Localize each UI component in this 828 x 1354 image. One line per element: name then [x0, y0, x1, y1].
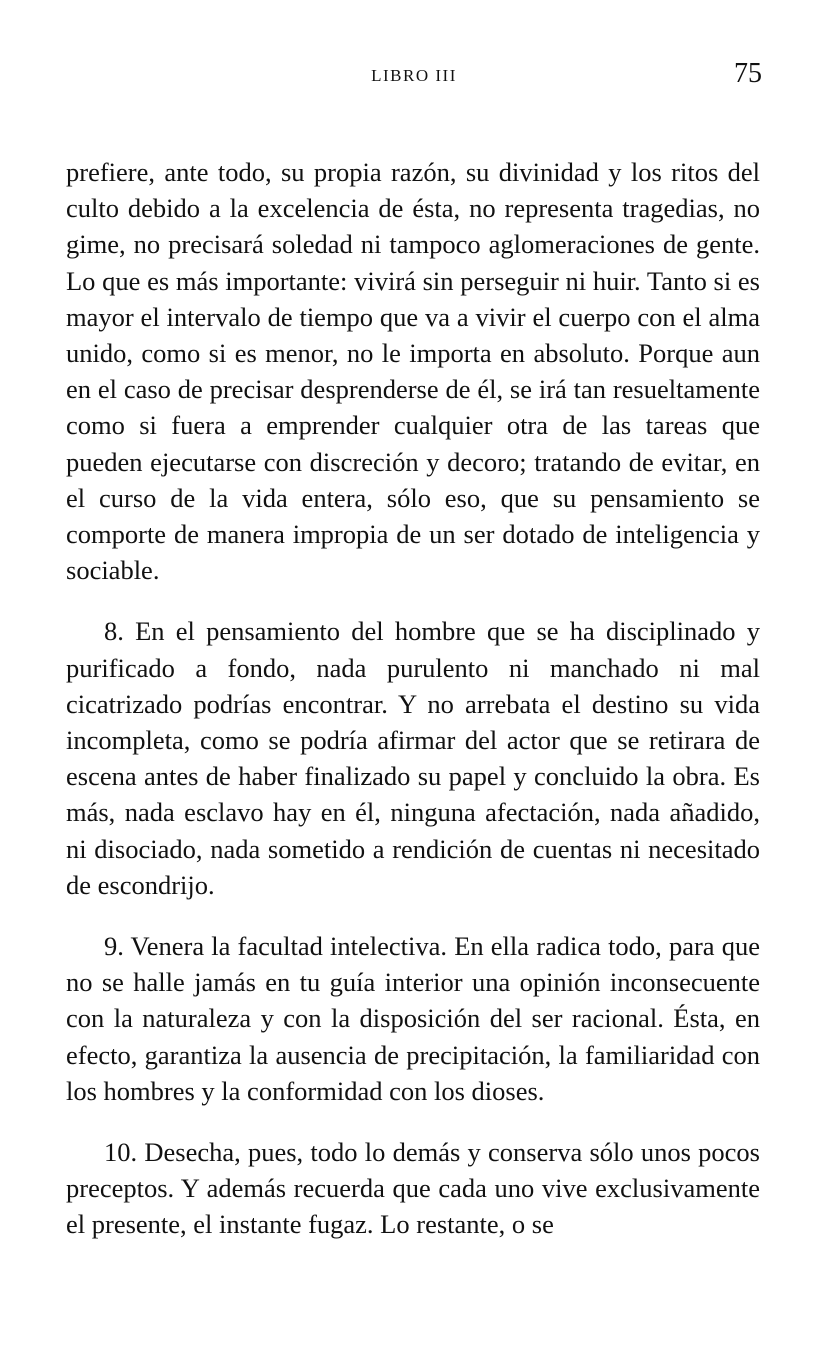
paragraph-section-8: 8. En el pensamiento del hombre que se ha disciplinado y purificado a fondo, nada purulento ni manchado ni mal cicatrizado podrías encontrar. Y no arrebata el destino su vida incompleta, como se podría afirmar del actor que se retirara de escena antes de haber finalizado su papel y concluido la obra. Es más, nada esclavo hay en él, ninguna afectación, nada añadido, ni disociado, nada sometido a rendición de cuentas ni necesitado de escondrijo.: [66, 616, 760, 900]
page-number: 75: [734, 58, 762, 89]
paragraph-section-10: 10. Desecha, pues, todo lo demás y conserva sólo unos pocos preceptos. Y además recuerda que cada uno vive exclusivamente el presente, el instante fugaz. Lo restante, o se: [66, 1137, 760, 1240]
page-body: [66, 154, 760, 1243]
paragraph-section-9: 9. Venera la facultad intelectiva. En ella radica todo, para que no se halle jamás en tu guía interior una opinión inconsecuente con la naturaleza y con la disposición del ser racional. Ésta, en efecto, garantiza la ausencia de precipitación, la familiaridad con los hombres y la conformidad con los dioses.: [66, 931, 760, 1106]
running-head: LIBRO III: [371, 66, 457, 85]
paragraph-continuation: prefiere, ante todo, su propia razón, su divinidad y los ritos del culto debido a la excelencia de ésta, no representa tragedias, no gime, no precisará soledad ni tampoco aglomeraciones de gente. Lo que es más importante: vivirá sin perseguir ni huir. Tanto si es mayor el intervalo de tiempo que va a vivir el cuerpo con el alma unido, como si es menor, no le importa en absoluto. Porque aun en el caso de precisar desprenderse de él, se irá tan resueltamente como si fuera a emprender cualquier otra de las tareas que pueden ejecutarse con discreción y decoro; tratando de evitar, en el curso de la vida entera, sólo eso, que su pensamiento se comporte de manera impropia de un ser dotado de inteligencia y sociable.: [66, 157, 760, 586]
page-header: [66, 58, 762, 98]
